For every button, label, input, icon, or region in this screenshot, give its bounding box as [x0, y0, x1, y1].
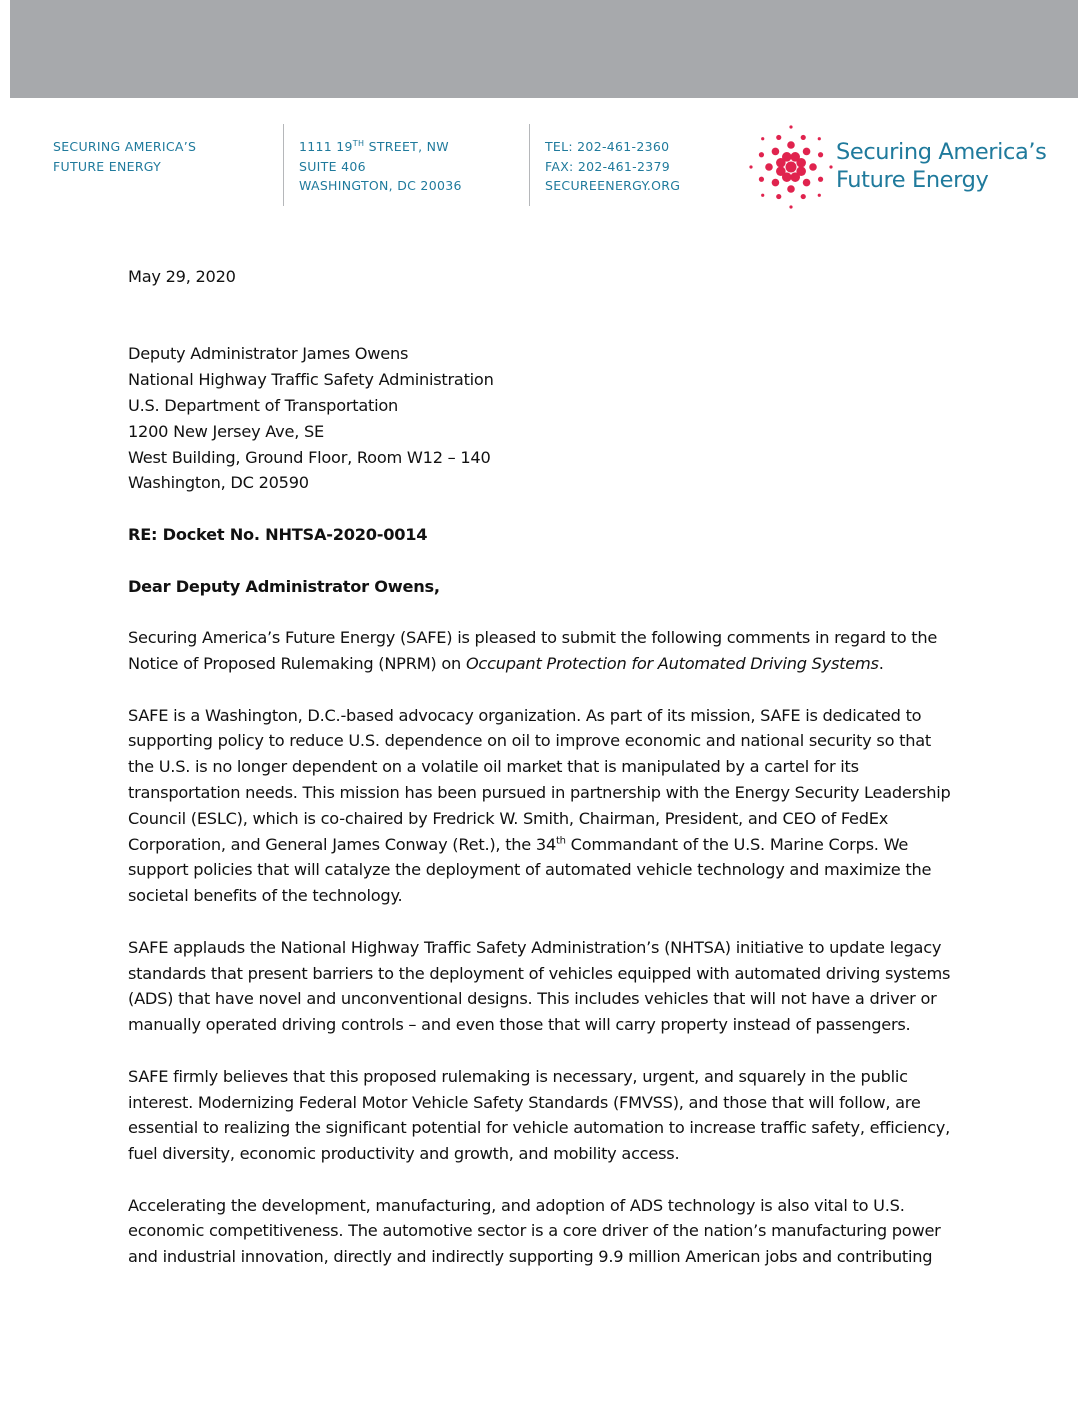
logo-dot	[759, 177, 764, 182]
recipient-block	[128, 341, 963, 496]
logo-dot	[786, 162, 797, 173]
fax-line: FAX: 202-461-2379	[545, 158, 670, 174]
website-line: SECUREENERGY.ORG	[545, 178, 681, 193]
logo-dot	[776, 135, 781, 140]
text-line: Accelerating the development, manufacturing, and adoption of ADS technology is also vital to U.S.	[128, 1195, 905, 1215]
logo-dot	[829, 165, 832, 168]
recipient-line: Deputy Administrator James Owens	[128, 344, 409, 364]
logo-dot	[787, 185, 795, 193]
logo-dot	[776, 166, 786, 176]
logo-dot	[772, 148, 780, 156]
logo-line: Future Energy	[836, 167, 989, 193]
address-street: STREET, NW	[364, 139, 449, 154]
paragraph-applauds	[128, 935, 963, 1038]
logo-line: Securing America’s	[836, 139, 1047, 165]
logo-dot	[749, 165, 752, 168]
text-line: standards that present barriers to the deployment of vehicles equipped with automated driving systems	[128, 963, 951, 983]
logo-dot	[761, 137, 764, 140]
text-line: the U.S. is no longer dependent on a volatile oil market that is manipulated by a cartel for its	[128, 757, 859, 777]
text-run: .	[878, 653, 884, 673]
paragraph-mission	[128, 703, 963, 909]
text-line: interest. Modernizing Federal Motor Vehicle Safety Standards (FMVSS), and those that will follow, are	[128, 1092, 921, 1112]
address-line: WASHINGTON, DC 20036	[299, 178, 462, 193]
address-line	[299, 137, 462, 157]
text-line: societal benefits of the technology.	[128, 886, 403, 906]
recipient-line: 1200 New Jersey Ave, SE	[128, 421, 325, 441]
logo-dot	[761, 194, 764, 197]
text-line: and industrial innovation, directly and indirectly supporting 9.9 million American jobs and contributing	[128, 1247, 933, 1267]
recipient-line: U.S. Department of Transportation	[128, 395, 399, 415]
recipient-line: West Building, Ground Floor, Room W12 – 140	[128, 447, 491, 467]
logo-dot	[801, 194, 806, 199]
logo-dot	[818, 177, 823, 182]
logo-dot	[787, 141, 795, 149]
text-line: support policies that will catalyze the deployment of automated vehicle technology and maximize the	[128, 860, 932, 880]
logo-dot	[789, 125, 792, 128]
logo-dot	[818, 137, 821, 140]
text-run: Notice of Proposed Rulemaking (NPRM) on	[128, 653, 466, 673]
salutation: Dear Deputy Administrator Owens,	[128, 576, 440, 596]
text-line: essential to realizing the significant potential for vehicle automation to increase traffic safety, efficiency,	[128, 1118, 950, 1138]
text-line: SAFE is a Washington, D.C.-based advocacy organization. As part of its mission, SAFE is dedicated to	[128, 705, 922, 725]
address-ordinal: TH	[352, 138, 365, 148]
letterhead-address	[299, 137, 462, 196]
letterhead-contact	[545, 137, 680, 196]
logo-dot	[809, 163, 817, 171]
ordinal-superscript: th	[556, 835, 566, 847]
text-run: Corporation, and General James Conway (Ret.), the 34	[128, 834, 557, 854]
logo-dot	[796, 158, 806, 168]
letter-date: May 29, 2020	[128, 267, 236, 286]
logo-dot	[782, 152, 792, 162]
address-line: SUITE 406	[299, 158, 366, 174]
text-line: SAFE applauds the National Highway Traffic Safety Administration’s (NHTSA) initiative to update legacy	[128, 937, 942, 957]
letterhead-divider	[283, 124, 284, 206]
starburst-logo-icon	[748, 124, 834, 210]
logo-dot	[803, 179, 811, 187]
text-line: transportation needs. This mission has been pursued in partnership with the Energy Security Leadership	[128, 782, 951, 802]
text-line: (ADS) that have novel and unconventional designs. This includes vehicles that will not have a driver or	[128, 989, 937, 1009]
text-run: Commandant of the U.S. Marine Corps. We	[565, 834, 909, 854]
text-line	[128, 651, 963, 677]
address-number: 1111 19	[299, 139, 353, 154]
letterhead-divider	[529, 124, 530, 206]
paragraph-competitiveness	[128, 1193, 963, 1270]
logo-dot	[803, 148, 811, 156]
logo-dot	[776, 194, 781, 199]
rule-title: Occupant Protection for Automated Driving Systems	[465, 653, 879, 673]
org-name-line: SECURING AMERICA’S	[53, 139, 197, 154]
letter-body	[128, 264, 963, 1270]
logo-dot	[818, 152, 823, 157]
logo-dot	[790, 172, 800, 182]
text-line: manually operated driving controls – and even those that will carry property instead of passengers.	[128, 1015, 911, 1035]
org-name-line: FUTURE ENERGY	[53, 158, 162, 174]
logo-dot	[818, 194, 821, 197]
re-line: RE: Docket No. NHTSA-2020-0014	[128, 524, 428, 544]
logo-dot	[759, 152, 764, 157]
logo-wordmark	[836, 138, 1046, 194]
paragraph-believes	[128, 1064, 963, 1167]
recipient-line: Washington, DC 20590	[128, 473, 309, 493]
text-line: economic competitiveness. The automotive sector is a core driver of the nation’s manufacturing power	[128, 1221, 941, 1241]
text-line: Council (ESLC), which is co-chaired by Fredrick W. Smith, Chairman, President, and CEO of FedEx	[128, 808, 889, 828]
logo-dot	[765, 163, 773, 171]
text-line	[128, 832, 963, 858]
letterhead-org-name	[53, 137, 196, 176]
logo-dot	[801, 135, 806, 140]
text-line: Securing America’s Future Energy (SAFE) is pleased to submit the following comments in regard to the	[128, 628, 938, 648]
recipient-line: National Highway Traffic Safety Administration	[128, 370, 494, 390]
header-gray-bar	[10, 0, 1078, 98]
paragraph-intro	[128, 625, 963, 677]
logo-dot	[772, 179, 780, 187]
logo-dot	[789, 205, 792, 208]
text-line: SAFE firmly believes that this proposed rulemaking is necessary, urgent, and squarely in the public	[128, 1066, 908, 1086]
text-line: supporting policy to reduce U.S. dependence on oil to improve economic and national security so that	[128, 731, 932, 751]
tel-line: TEL: 202-461-2360	[545, 139, 670, 154]
text-line: fuel diversity, economic productivity and growth, and mobility access.	[128, 1144, 680, 1164]
